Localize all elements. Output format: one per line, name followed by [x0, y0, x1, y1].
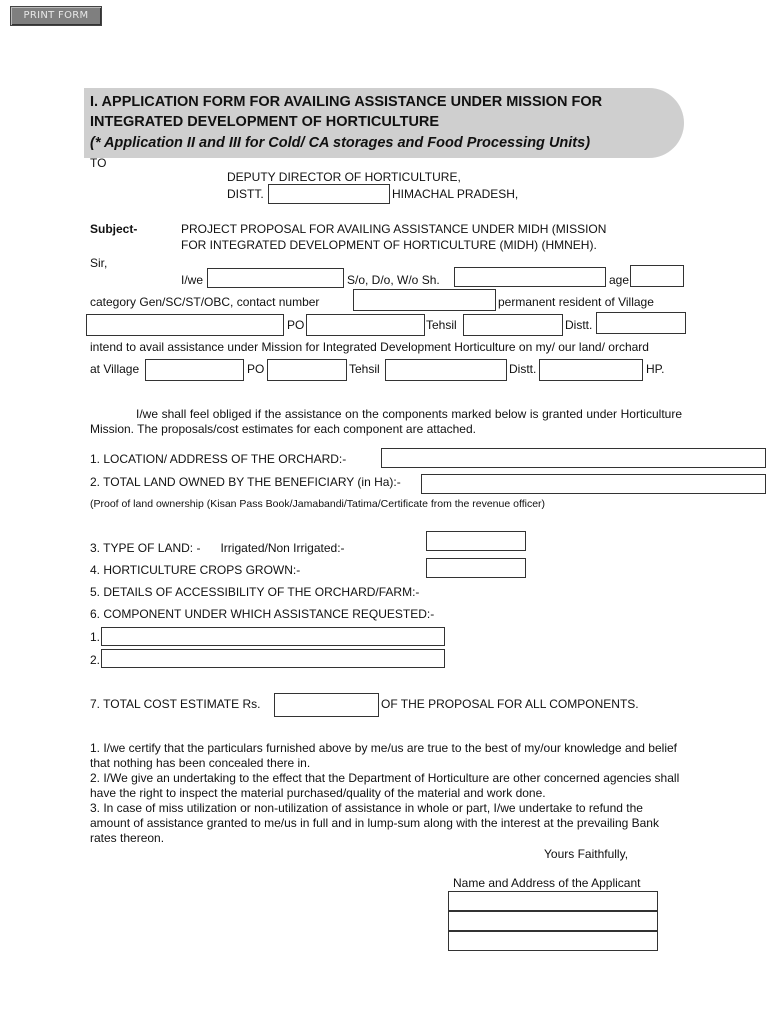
hp-label: HP. [646, 362, 665, 376]
component-2-label: 2. [90, 653, 101, 667]
subject-label: Subject- [90, 222, 138, 236]
applicant-name-address-line-1[interactable] [448, 891, 658, 911]
applicant-name-field[interactable] [207, 268, 344, 288]
applicant-name-address-line-3[interactable] [448, 931, 658, 951]
po-label: PO [287, 318, 305, 332]
declaration-2: 2. I/We give an undertaking to the effect that the Department of Horticulture are other concerned agencies shall have the right to inspect the material purchased/quality of the material and work done. [90, 771, 680, 800]
cost-tail-label: OF THE PROPOSAL FOR ALL COMPONENTS. [381, 697, 639, 711]
proof-note: (Proof of land ownership (Kisan Pass Book/Jamabandi/Tatima/Certificate from the revenue officer) [90, 498, 546, 510]
land-po-field[interactable] [267, 359, 347, 381]
village-field[interactable] [86, 314, 284, 336]
item-location-label: 1. LOCATION/ ADDRESS OF THE ORCHARD:- [90, 452, 347, 466]
declaration-3: 3. In case of miss utilization or non-utilization of assistance in whole or part, I/we undertake to refund the amount of assistance granted to me/us in full and in lump-sum along with the interest at the prevailing Bank rates thereon. [90, 801, 659, 845]
land-distt-field[interactable] [539, 359, 643, 381]
father-name-field[interactable] [454, 267, 606, 287]
at-village-label: at Village [90, 362, 140, 376]
iwe-label: I/we [181, 273, 204, 287]
orchard-location-field[interactable] [381, 448, 766, 468]
state-label: HIMACHAL PRADESH, [392, 187, 519, 201]
to-label: TO [90, 156, 107, 170]
relation-label: S/o, D/o, W/o Sh. [347, 273, 440, 287]
land-owned-field[interactable] [421, 474, 766, 494]
component-1-field[interactable] [101, 627, 445, 646]
land-village-field[interactable] [145, 359, 244, 381]
subject-line2: FOR INTEGRATED DEVELOPMENT OF HORTICULTURE (MIDH) (HMNEH). [181, 238, 597, 252]
item-land-owned-label: 2. TOTAL LAND OWNED BY THE BENEFICIARY (in Ha):- [90, 475, 401, 489]
item-accessibility-label: 5. DETAILS OF ACCESSIBILITY OF THE ORCHARD/FARM:- [90, 585, 420, 599]
tehsil-label: Tehsil [426, 318, 457, 332]
item-crops-label: 4. HORTICULTURE CROPS GROWN:- [90, 563, 301, 577]
tehsil-label-2: Tehsil [349, 362, 380, 376]
distt-label: DISTT. [227, 187, 264, 201]
category-contact-label: category Gen/SC/ST/OBC, contact number [90, 295, 320, 309]
form-title-line1: I. APPLICATION FORM FOR AVAILING ASSISTANCE UNDER MISSION FOR [90, 94, 603, 110]
salutation: Sir, [90, 256, 108, 270]
yours-faithfully: Yours Faithfully, [544, 847, 629, 861]
address-distt-field[interactable] [268, 184, 390, 204]
subject-line1: PROJECT PROPOSAL FOR AVAILING ASSISTANCE UNDER MIDH (MISSION [181, 222, 607, 236]
item-land-type-label: 3. TYPE OF LAND: - Irrigated/Non Irrigated:- [90, 541, 345, 555]
contact-number-field[interactable] [353, 289, 496, 311]
land-tehsil-field[interactable] [385, 359, 507, 381]
oblige-paragraph: I/we shall feel obliged if the assistance on the components marked below is granted under Horticulture Mission. The proposals/cost estimates for each component are attached. [90, 407, 682, 436]
item-cost-label: 7. TOTAL COST ESTIMATE Rs. [90, 697, 261, 711]
item-component-label: 6. COMPONENT UNDER WHICH ASSISTANCE REQUESTED:- [90, 607, 435, 621]
declaration-1: 1. I/we certify that the particulars furnished above by me/us are true to the best of my/our knowledge and belief that nothing has been concealed there in. [90, 741, 677, 770]
form-subtitle: (* Application II and III for Cold/ CA storages and Food Processing Units) [90, 135, 591, 151]
applicant-name-address-line-2[interactable] [448, 911, 658, 931]
form-title-line2: INTEGRATED DEVELOPMENT OF HORTICULTURE [90, 114, 440, 130]
name-address-label: Name and Address of the Applicant [453, 876, 641, 890]
print-form-button[interactable]: PRINT FORM [10, 6, 102, 26]
distt-field[interactable] [596, 312, 686, 334]
po-field[interactable] [306, 314, 425, 336]
crops-field[interactable] [426, 558, 526, 578]
component-1-label: 1. [90, 630, 101, 644]
po-label-2: PO [247, 362, 265, 376]
age-field[interactable] [630, 265, 684, 287]
age-label: age [609, 273, 630, 287]
cost-estimate-field[interactable] [274, 693, 379, 717]
land-type-field[interactable] [426, 531, 526, 551]
component-2-field[interactable] [101, 649, 445, 668]
tehsil-field[interactable] [463, 314, 563, 336]
distt-label-2: Distt. [565, 318, 593, 332]
distt-label-3: Distt. [509, 362, 537, 376]
resident-label: permanent resident of Village [498, 295, 654, 309]
intend-text: intend to avail assistance under Mission for Integrated Development Horticulture on my/ our land/ orchard [90, 340, 649, 354]
addressee-line: DEPUTY DIRECTOR OF HORTICULTURE, [227, 170, 461, 184]
